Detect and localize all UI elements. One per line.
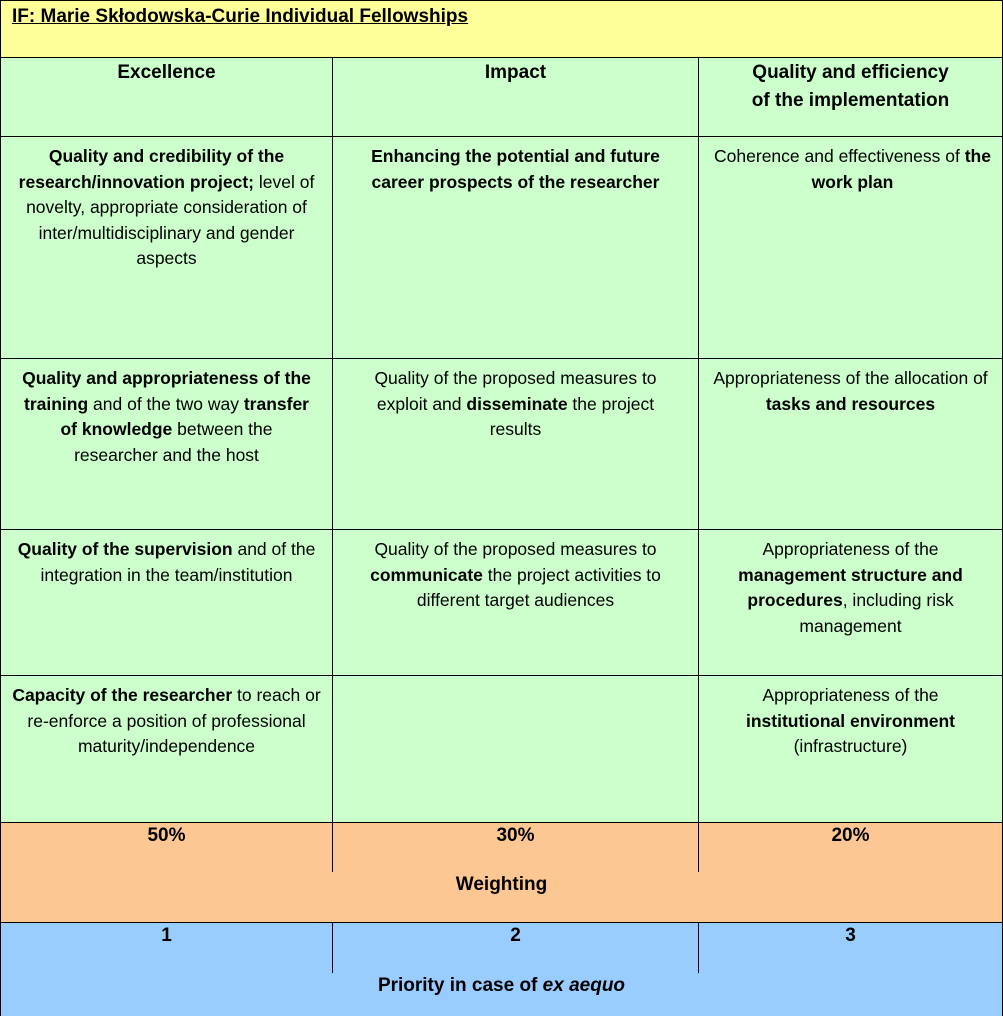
criterion-implementation-3: Appropriateness of the management structure and procedures, including risk management (698, 529, 1003, 676)
criterion-implementation-1: Coherence and effectiveness of the work plan (698, 136, 1003, 359)
criterion-impact-4-empty (332, 675, 699, 823)
priority-label: Priority in case of ex aequo (0, 973, 1003, 1016)
weight-implementation: 20% (698, 822, 1003, 873)
criterion-excellence-2: Quality and appropriateness of the training and of the two way transfer of knowledge between the researcher and the host (0, 358, 333, 530)
weight-excellence: 50% (0, 822, 333, 873)
criterion-excellence-3: Quality of the supervision and of the integration in the team/institution (0, 529, 333, 676)
priority-impact: 2 (332, 922, 699, 974)
column-header-impact: Impact (332, 57, 699, 137)
priority-implementation: 3 (698, 922, 1003, 974)
criterion-impact-2: Quality of the proposed measures to exploit and disseminate the project results (332, 358, 699, 530)
criterion-impact-1: Enhancing the potential and future career prospects of the researcher (332, 136, 699, 359)
column-header-implementation: Quality and efficiency of the implementation (698, 57, 1003, 137)
criterion-excellence-4: Capacity of the researcher to reach or re-enforce a position of professional maturity/independence (0, 675, 333, 823)
criterion-impact-3: Quality of the proposed measures to communicate the project activities to different target audiences (332, 529, 699, 676)
weight-impact: 30% (332, 822, 699, 873)
title-text: IF: Marie Skłodowska-Curie Individual Fellowships (12, 6, 469, 27)
priority-excellence: 1 (0, 922, 333, 974)
criterion-implementation-4: Appropriateness of the institutional environment (infrastructure) (698, 675, 1003, 823)
table-title (0, 0, 1003, 58)
criterion-excellence-1: Quality and credibility of the research/innovation project; level of novelty, appropriate consideration of inter/multidisciplinary and gender aspects (0, 136, 333, 359)
weighting-label: Weighting (0, 872, 1003, 923)
criterion-implementation-2: Appropriateness of the allocation of tasks and resources (698, 358, 1003, 530)
column-header-excellence: Excellence (0, 57, 333, 137)
